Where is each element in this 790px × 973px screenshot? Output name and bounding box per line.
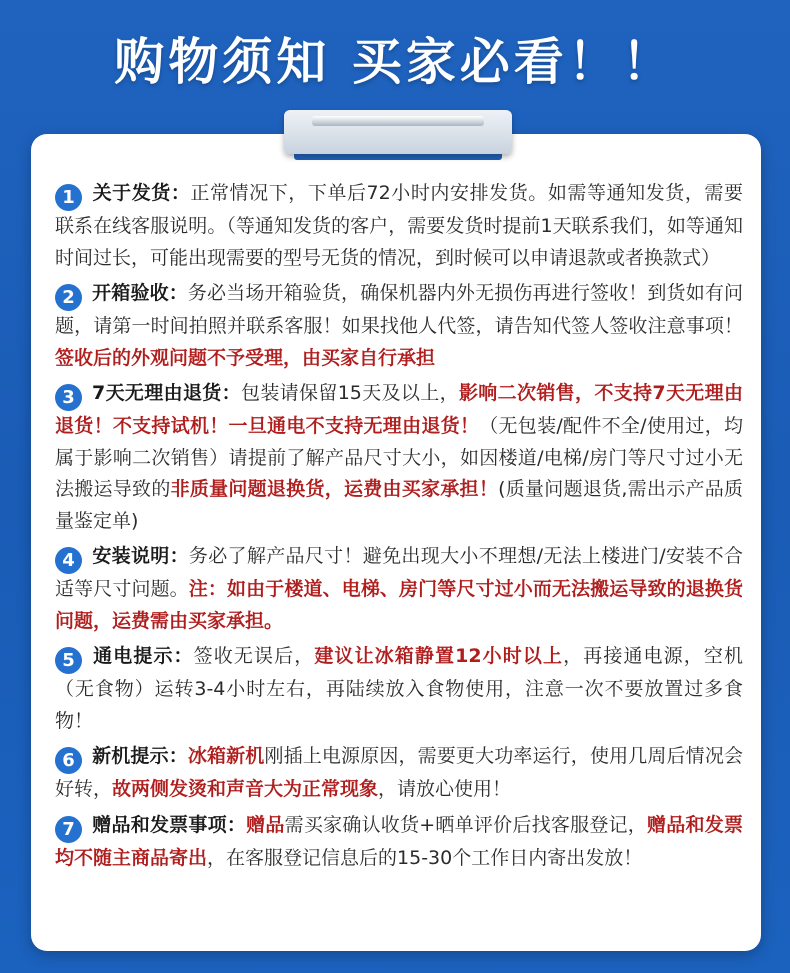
item-heading: 通电提示：	[92, 645, 194, 667]
page-title: 购物须知 买家必看！！	[114, 33, 676, 91]
item-heading: 关于发货：	[92, 182, 191, 204]
number-badge: 1	[55, 184, 82, 211]
notice-list	[55, 178, 743, 878]
item-text-highlight: 签收后的外观问题不予受理，由买家自行承担	[55, 346, 436, 369]
notice-item-1	[55, 178, 743, 274]
item-text: 需买家确认收货+晒单评价后找客服登记，	[284, 813, 648, 836]
item-text-highlight: 影响二次销售，不支持7天无理由退货！不支持试机！一旦通电不支持无理由退货！	[55, 382, 743, 437]
number-badge: 7	[55, 816, 82, 843]
item-text: (质量问题退货,需出示产品质量鉴定单)	[55, 478, 743, 532]
item-text-highlight: 赠品	[246, 813, 285, 836]
item-text: 正常情况下，下单后72小时内安排发货。如需等通知发货，需要联系在线客服说明。（等通知发货的客户，需要发货时提前1天联系我们，如等通知时间过长，可能出现需要的型号无货的情况，到时候可以申请退款或者换款式）	[55, 182, 743, 269]
number-badge: 6	[55, 747, 82, 774]
notice-item-5	[55, 641, 743, 737]
item-heading: 7天无理由退货：	[92, 382, 241, 404]
item-text: 务必当场开箱验货，确保机器内外无损伤再进行签收！到货如有问题，请第一时间拍照并联系客服！如果找他人代签，请告知代签人签收注意事项！	[55, 282, 743, 337]
item-text-highlight: 冰箱新机	[187, 745, 265, 767]
item-text: （无包装/配件不全/使用过，均属于影响二次销售）请提前了解产品尺寸大小，如因楼道/电梯/房门等尺寸过小无法搬运导致的	[55, 415, 743, 500]
clipboard-clip-icon	[284, 110, 512, 154]
number-badge: 4	[55, 547, 82, 574]
item-heading: 新机提示：	[92, 745, 188, 767]
item-text-highlight: 建议让冰箱静置12小时以上	[314, 645, 564, 667]
notice-item-7	[55, 810, 743, 875]
number-badge: 2	[55, 284, 82, 311]
item-text: ，再接通电源，空机（无食物）运转3-4小时左右，再陆续放入食物使用，注意一次不要放置过多食物！	[55, 645, 743, 732]
item-text: 签收无误后，	[193, 645, 315, 667]
item-text: ，在客服登记信息后的15-30个工作日内寄出发放！	[207, 846, 643, 869]
notice-item-3	[55, 378, 743, 537]
number-badge: 3	[55, 384, 82, 411]
item-text: ，请放心使用！	[378, 778, 512, 800]
item-heading: 开箱验收：	[92, 282, 188, 304]
notice-item-2	[55, 278, 743, 374]
item-text-highlight: 注：如由于楼道、电梯、房门等尺寸过小而无法搬运导致的退换货问题，运费需由买家承担。	[55, 578, 743, 632]
item-text: 刚插上电源原因，需要更大功率运行，使用几周后情况会好转，	[55, 745, 743, 800]
item-text-highlight: 赠品和发票均不随主商品寄出	[55, 813, 743, 869]
item-text: 包装请保留15天及以上，	[240, 382, 459, 404]
notice-item-4	[55, 541, 743, 637]
item-text-highlight: 故两侧发烫和声音大为正常现象	[112, 778, 379, 800]
item-text: 务必了解产品尺寸！避免出现大小不理想/无法上楼进门/安装不合适等尺寸问题。	[55, 545, 743, 600]
item-heading: 安装说明：	[92, 545, 189, 567]
number-badge: 5	[55, 647, 82, 674]
notice-item-6	[55, 741, 743, 806]
item-text-highlight: 非质量问题退换货，运费由买家承担！	[170, 478, 499, 500]
item-heading: 赠品和发票事项：	[92, 813, 247, 836]
